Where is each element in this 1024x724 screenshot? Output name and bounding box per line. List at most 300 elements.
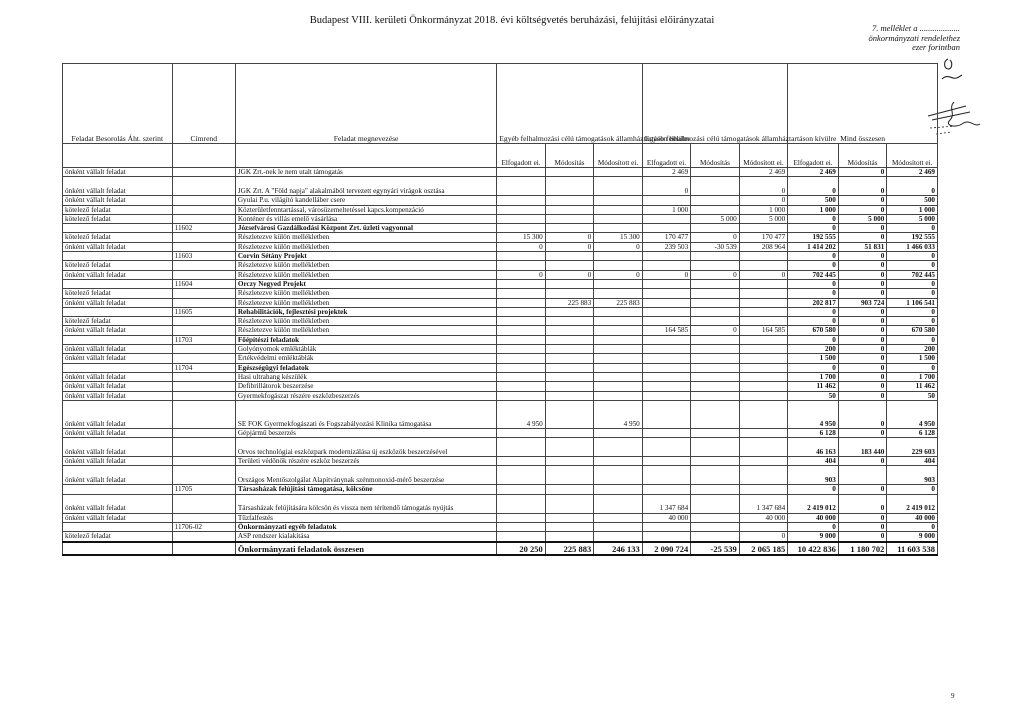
row-value: 500 — [788, 196, 839, 205]
table-row — [63, 242, 938, 251]
row-value: 0 — [838, 307, 886, 316]
row-value: 0 — [642, 177, 690, 196]
table-row — [63, 400, 938, 428]
row-value — [739, 372, 788, 381]
row-value — [497, 532, 545, 542]
row-code: 11605 — [172, 307, 235, 316]
row-value — [691, 532, 739, 542]
row-value — [691, 457, 739, 466]
row-value — [642, 289, 690, 298]
row-value: 0 — [788, 279, 839, 288]
row-value: 1 000 — [887, 205, 938, 214]
row-code: 11705 — [172, 485, 235, 494]
row-value — [545, 307, 593, 316]
row-type: önként vállalt feladat — [63, 326, 173, 335]
row-value — [691, 335, 739, 344]
row-value — [545, 354, 593, 363]
row-type — [63, 523, 173, 532]
row-value — [642, 317, 690, 326]
row-value — [497, 326, 545, 335]
row-value — [497, 354, 545, 363]
row-type: önként vállalt feladat — [63, 428, 173, 437]
row-type: önként vállalt feladat — [63, 466, 173, 485]
total-cell: 225 883 — [545, 542, 593, 555]
table-row — [63, 298, 938, 307]
subheader-cell: Módosítás — [691, 144, 739, 168]
row-value: 0 — [887, 261, 938, 270]
row-value: 0 — [887, 307, 938, 316]
row-value — [497, 261, 545, 270]
row-value — [642, 428, 690, 437]
row-code: 11604 — [172, 279, 235, 288]
annex-line-2: önkormányzati rendelethez — [868, 32, 960, 43]
row-value: 0 — [838, 335, 886, 344]
row-value: -30 539 — [691, 242, 739, 251]
row-type: önként vállalt feladat — [63, 513, 173, 522]
row-value — [739, 428, 788, 437]
row-value: 0 — [887, 289, 938, 298]
row-value — [642, 457, 690, 466]
row-value — [497, 168, 545, 177]
row-value: 0 — [739, 177, 788, 196]
row-value — [497, 466, 545, 485]
row-value — [545, 494, 593, 513]
row-value: 0 — [838, 270, 886, 279]
row-name: Országos Mentőszolgálat Alapítványnak szénmonoxid-mérő beszerzése — [235, 466, 496, 485]
row-type: kötelező feladat — [63, 317, 173, 326]
row-code — [172, 391, 235, 400]
row-value — [497, 289, 545, 298]
row-name: Tűzfalfestés — [235, 513, 496, 522]
row-value — [691, 205, 739, 214]
row-value — [642, 382, 690, 391]
row-code — [172, 513, 235, 522]
row-value — [691, 485, 739, 494]
row-value — [545, 168, 593, 177]
table-body — [63, 168, 938, 542]
subheader-cell: Módosítás — [838, 144, 886, 168]
row-value — [497, 307, 545, 316]
row-value: 0 — [838, 513, 886, 522]
annex-note — [800, 24, 960, 53]
row-value: 903 724 — [838, 298, 886, 307]
row-value: 0 — [838, 457, 886, 466]
row-value: 0 — [788, 252, 839, 261]
row-value — [497, 494, 545, 513]
row-value: 1 466 033 — [887, 242, 938, 251]
row-value — [545, 317, 593, 326]
row-value: 1 106 541 — [887, 298, 938, 307]
row-value — [545, 457, 593, 466]
row-value — [739, 457, 788, 466]
row-value: 0 — [739, 270, 788, 279]
row-value — [739, 400, 788, 428]
row-value — [545, 289, 593, 298]
row-value — [739, 382, 788, 391]
row-value: 2 419 012 — [788, 494, 839, 513]
row-value: 500 — [887, 196, 938, 205]
row-value: 1 000 — [788, 205, 839, 214]
row-name: Orczy Negyed Projekt — [235, 279, 496, 288]
row-value: 0 — [788, 224, 839, 233]
row-value — [594, 224, 643, 233]
row-value: 170 477 — [739, 233, 788, 242]
row-value — [594, 457, 643, 466]
row-value — [739, 307, 788, 316]
row-value — [594, 205, 643, 214]
row-value — [594, 177, 643, 196]
row-type: önként vállalt feladat — [63, 400, 173, 428]
row-value: 0 — [887, 363, 938, 372]
table-row — [63, 233, 938, 242]
row-code — [172, 428, 235, 437]
row-value: 40 000 — [788, 513, 839, 522]
row-value — [545, 196, 593, 205]
row-value: 0 — [838, 391, 886, 400]
row-value: 1 347 684 — [642, 494, 690, 513]
table-row — [63, 466, 938, 485]
subheader-cell: Elfogadott ei. — [497, 144, 545, 168]
row-value — [691, 382, 739, 391]
row-value — [642, 224, 690, 233]
header-feladat: Feladat Besorolás Áht. szerint — [63, 64, 173, 144]
row-value — [691, 177, 739, 196]
row-name: JGK Zrt. A "Föld napja" alakalmából tervezett egynyári virágok osztása — [235, 177, 496, 196]
row-value: 40 000 — [642, 513, 690, 522]
row-value — [691, 428, 739, 437]
row-code — [172, 242, 235, 251]
table-row — [63, 261, 938, 270]
row-value: 1 700 — [788, 372, 839, 381]
row-value — [691, 196, 739, 205]
row-value — [497, 214, 545, 223]
row-value — [594, 168, 643, 177]
row-value: 702 445 — [788, 270, 839, 279]
row-value: 0 — [838, 494, 886, 513]
row-value: 404 — [788, 457, 839, 466]
row-value: 0 — [838, 532, 886, 542]
row-type: kötelező feladat — [63, 214, 173, 223]
row-name: Részletezve külön mellékletben — [235, 298, 496, 307]
table-row — [63, 513, 938, 522]
row-name: ASP rendszer kialakítása — [235, 532, 496, 542]
row-value — [594, 214, 643, 223]
row-value: 0 — [788, 289, 839, 298]
row-value — [739, 391, 788, 400]
row-value: 9 000 — [788, 532, 839, 542]
row-value — [497, 513, 545, 522]
row-value — [642, 345, 690, 354]
row-value — [691, 494, 739, 513]
row-value — [594, 252, 643, 261]
row-value: 0 — [838, 252, 886, 261]
row-value: 0 — [838, 233, 886, 242]
row-name: Részletezve külön mellékletben — [235, 317, 496, 326]
row-value — [545, 345, 593, 354]
row-value: 4 950 — [887, 400, 938, 428]
row-value: 0 — [838, 196, 886, 205]
table-row — [63, 279, 938, 288]
row-value — [691, 372, 739, 381]
row-code — [172, 466, 235, 485]
total-cell: 20 250 — [497, 542, 545, 555]
row-value — [739, 354, 788, 363]
row-value — [594, 428, 643, 437]
header-megnevezes: Feladat megnevezése — [235, 64, 496, 144]
row-value — [545, 372, 593, 381]
row-value — [545, 400, 593, 428]
row-name: Konténer és villás emelő vásárlása — [235, 214, 496, 223]
row-code — [172, 400, 235, 428]
row-value — [545, 224, 593, 233]
row-value: 0 — [838, 205, 886, 214]
row-value — [642, 363, 690, 372]
row-value: 225 883 — [594, 298, 643, 307]
row-value — [739, 317, 788, 326]
row-value: 0 — [497, 242, 545, 251]
row-type — [63, 307, 173, 316]
row-value — [497, 224, 545, 233]
row-type — [63, 224, 173, 233]
row-type: önként vállalt feladat — [63, 177, 173, 196]
row-type: önként vállalt feladat — [63, 168, 173, 177]
total-cell: 2 065 185 — [739, 542, 788, 555]
table-row — [63, 270, 938, 279]
row-value — [545, 363, 593, 372]
subheader-cell: Módosítás — [545, 144, 593, 168]
row-value: 0 — [497, 270, 545, 279]
row-value — [739, 289, 788, 298]
row-value: 5 000 — [838, 214, 886, 223]
row-value: 11 462 — [887, 382, 938, 391]
row-value — [642, 298, 690, 307]
row-code — [172, 214, 235, 223]
row-value — [497, 317, 545, 326]
row-value — [497, 438, 545, 457]
row-value: 0 — [838, 372, 886, 381]
table-row — [63, 363, 938, 372]
table-row — [63, 252, 938, 261]
row-value: 670 580 — [887, 326, 938, 335]
row-value — [691, 345, 739, 354]
row-value — [497, 372, 545, 381]
table-row — [63, 214, 938, 223]
row-value: 164 585 — [739, 326, 788, 335]
row-value: 225 883 — [545, 298, 593, 307]
row-value — [545, 177, 593, 196]
table-row — [63, 485, 938, 494]
row-type: önként vállalt feladat — [63, 270, 173, 279]
total-cell: 2 090 724 — [642, 542, 690, 555]
row-value: 0 — [838, 224, 886, 233]
row-value: 0 — [838, 168, 886, 177]
row-value: 40 000 — [739, 513, 788, 522]
row-value: 192 555 — [788, 233, 839, 242]
row-value: 40 000 — [887, 513, 938, 522]
row-value — [691, 391, 739, 400]
row-value: 0 — [838, 382, 886, 391]
subheader-cell: Módosított ei. — [887, 144, 938, 168]
row-value: 0 — [887, 279, 938, 288]
row-value: 4 950 — [497, 400, 545, 428]
row-value — [739, 335, 788, 344]
total-cell: 1 180 702 — [838, 542, 886, 555]
row-value — [497, 485, 545, 494]
row-value: 4 950 — [788, 400, 839, 428]
row-code — [172, 289, 235, 298]
row-code: 11704 — [172, 363, 235, 372]
row-value — [691, 513, 739, 522]
row-value: 903 — [887, 466, 938, 485]
row-name: Részletezve külön mellékletben — [235, 270, 496, 279]
row-code — [172, 196, 235, 205]
row-type — [63, 252, 173, 261]
row-value: 2 469 — [788, 168, 839, 177]
row-value: 0 — [739, 532, 788, 542]
row-value — [691, 252, 739, 261]
row-name: Gyermekfogászat részére eszközbeszerzés — [235, 391, 496, 400]
row-name: Részletezve külön mellékletben — [235, 233, 496, 242]
row-value — [545, 532, 593, 542]
row-value — [545, 326, 593, 335]
row-value: 239 503 — [642, 242, 690, 251]
subheader-cell: Elfogadott ei. — [788, 144, 839, 168]
row-value: 0 — [788, 307, 839, 316]
row-value: 15 300 — [497, 233, 545, 242]
row-type: önként vállalt feladat — [63, 382, 173, 391]
total-cell: 10 422 836 — [788, 542, 839, 555]
row-value — [545, 513, 593, 522]
row-name: SE FOK Gyermekfogászati és Fogszabályozási Klinika támogatása — [235, 400, 496, 428]
row-value — [691, 466, 739, 485]
row-value: 903 — [788, 466, 839, 485]
row-value — [642, 279, 690, 288]
row-name: Önkormányzati egyéb feladatok — [235, 523, 496, 532]
row-value: 0 — [788, 261, 839, 270]
row-code — [172, 205, 235, 214]
row-value — [739, 252, 788, 261]
row-value — [594, 326, 643, 335]
row-value: 1 000 — [642, 205, 690, 214]
row-value: 0 — [788, 177, 839, 196]
annex-line-3: ezer forintban — [912, 42, 960, 52]
row-type: önként vállalt feladat — [63, 391, 173, 400]
row-value — [545, 252, 593, 261]
row-value — [497, 177, 545, 196]
row-name: Részletezve külön mellékletben — [235, 326, 496, 335]
table-row — [63, 532, 938, 542]
row-value — [739, 298, 788, 307]
row-value — [739, 438, 788, 457]
row-value: 1 414 202 — [788, 242, 839, 251]
row-value — [545, 261, 593, 270]
row-name: Józsefvárosi Gazdálkodási Központ Zrt. üzleti vagyonnal — [235, 224, 496, 233]
row-type: kötelező feladat — [63, 289, 173, 298]
row-value — [642, 261, 690, 270]
row-value: 200 — [887, 345, 938, 354]
row-value: 0 — [788, 214, 839, 223]
row-value: 170 477 — [642, 233, 690, 242]
row-value — [642, 214, 690, 223]
annex-line-1: 7. melléklet a ................... — [871, 23, 960, 33]
table-row — [63, 326, 938, 335]
row-value: 229 603 — [887, 438, 938, 457]
row-value: 0 — [545, 233, 593, 242]
row-value — [545, 214, 593, 223]
row-name: Defibrillátorok beszerzése — [235, 382, 496, 391]
header-belulre: Egyéb felhalmozási célú támogatások államháztartáson belülre — [497, 64, 642, 144]
total-label: Önkormányzati feladatok összesen — [235, 542, 496, 555]
row-value: 1 500 — [788, 354, 839, 363]
row-value — [497, 523, 545, 532]
row-value: 50 — [788, 391, 839, 400]
total-cell: 246 133 — [594, 542, 643, 555]
row-value — [594, 466, 643, 485]
row-value — [594, 532, 643, 542]
row-code — [172, 261, 235, 270]
row-code: 11703 — [172, 335, 235, 344]
row-value: 670 580 — [788, 326, 839, 335]
row-value: 0 — [838, 289, 886, 298]
row-value — [497, 457, 545, 466]
row-value — [642, 466, 690, 485]
row-value: 46 163 — [788, 438, 839, 457]
row-code: 11602 — [172, 224, 235, 233]
row-value: 0 — [838, 523, 886, 532]
row-value: 208 964 — [739, 242, 788, 251]
row-value — [691, 279, 739, 288]
row-value — [594, 485, 643, 494]
row-value: 0 — [887, 317, 938, 326]
page-number: 9 — [951, 692, 955, 700]
row-value — [691, 523, 739, 532]
row-type — [63, 335, 173, 344]
row-value: 0 — [838, 261, 886, 270]
row-value — [497, 363, 545, 372]
row-value — [642, 252, 690, 261]
table-row — [63, 391, 938, 400]
row-type: kötelező feladat — [63, 233, 173, 242]
row-value — [594, 438, 643, 457]
row-name: Közterületfenntartással, városüzemeltetéssel kapcs.kompenzáció — [235, 205, 496, 214]
table-row — [63, 428, 938, 437]
subheader-cell: Módosított ei. — [739, 144, 788, 168]
row-type: kötelező feladat — [63, 532, 173, 542]
row-value — [642, 391, 690, 400]
table-row — [63, 494, 938, 513]
table-row — [63, 372, 938, 381]
row-value — [497, 391, 545, 400]
row-value: 0 — [838, 177, 886, 196]
total-cell: 11 603 538 — [887, 542, 938, 555]
row-value — [545, 279, 593, 288]
row-value — [594, 494, 643, 513]
row-value — [642, 372, 690, 381]
row-value — [497, 335, 545, 344]
row-value: 183 440 — [838, 438, 886, 457]
row-type: önként vállalt feladat — [63, 242, 173, 251]
row-value — [497, 205, 545, 214]
row-value — [594, 513, 643, 522]
row-code — [172, 177, 235, 196]
row-value — [739, 345, 788, 354]
row-value: 50 — [887, 391, 938, 400]
row-value — [545, 205, 593, 214]
row-value: 0 — [691, 326, 739, 335]
row-code — [172, 298, 235, 307]
table-row — [63, 354, 938, 363]
row-type: kötelező feladat — [63, 261, 173, 270]
